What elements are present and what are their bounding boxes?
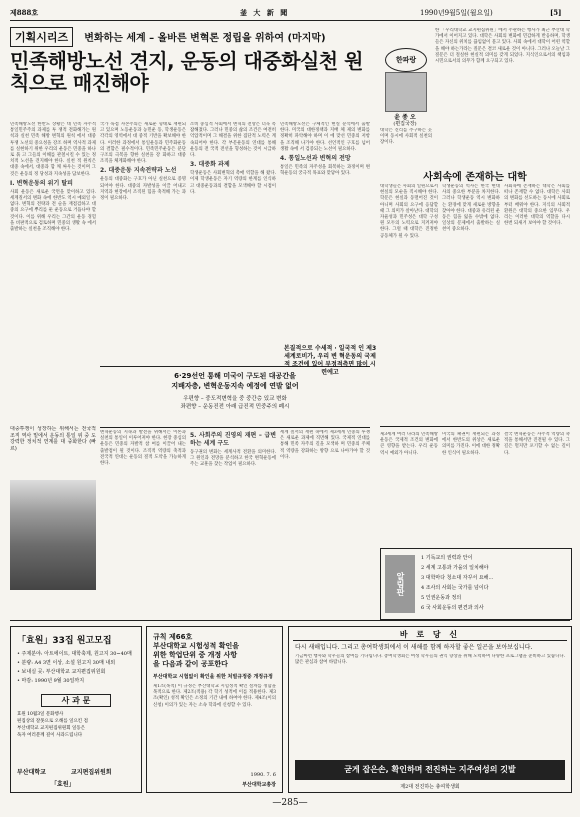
- notice-title: 사 과 문: [41, 694, 111, 707]
- article-col-3: 소비 중심적 사회에서 변혁의 전망은 더욱 복잡해졌다. 그러나 민중의 삶의 조건은 여전히 억압적이며 그 해결을 위한 집단적 노력은 계속되어야 한다. 각 부문운동의 연대를 통해 운동의 전 국적 전선을 형성하는 것이 시급하다. 3. 대중화 과제 학생운동은 사회변혁의 촉매 역할을 해 왔다. 이제 학생운동은 자기 역량의 한계를 인식하고 대중운동과의 결합을 모색해야 할 시점이다.: [190, 122, 276, 195]
- ad-title: 바 로 당 신: [293, 629, 567, 641]
- contents-item: 6 국 사회운동의 편견과 의사: [421, 605, 484, 611]
- photo-caption: 대중투쟁이 성장하는 위해서는 전국적 조직 역사 밑에서 운동의 통일 위 중 도 강력한 정치적 연계를 대 중화한다 (빠르): [10, 426, 96, 452]
- ad-banner-sub: 제2대 전진하는 총여학생회: [400, 784, 460, 790]
- paper-name: 釜 大 新 聞: [240, 8, 290, 17]
- series-box: 기획시리즈: [10, 27, 73, 47]
- analysis-block: [380, 432, 570, 542]
- contents-item: 3 대학마다 청소대 자꾸서 요해...: [421, 575, 494, 581]
- essay-col-2: 학생운동의 역사는 한국 현대사의 중요한 부분을 차지한다. 그러나 학생운동 역시 변화하는 환경에 맞게 새로운 방향을 찾아야 한다. 대중과 유리된 운동은 힘을 잃을 수밖에 없다. 일상의 문제에서 출발하는 실천이 중요하다.: [442, 184, 500, 233]
- notice-line: 부산대학교 교지편집위원회 일동은: [17, 726, 86, 731]
- author-photo: [385, 72, 427, 112]
- contents-item: 2 세계 고통과 가을의 일치해야: [421, 565, 489, 571]
- rules-line: 을 다음과 같이 공포한다: [153, 660, 228, 668]
- rules-box: [146, 626, 283, 793]
- rules-line: 부산대학교 시험성적 확인을: [153, 642, 240, 650]
- analysis-col-2: 미국의 패권이 재편되는 과정에서 한반도의 위상은 새로운 의미를 가진다. 이에 대한 정확한 인식이 필요하다.: [442, 432, 500, 456]
- essay-author: 윤 종 오: [394, 114, 416, 121]
- rules-body: 제1조(목적) 이 규정은 부산대학교 시험성적 확인 절차를 정함을 목적으로 한다. 제2조(적용) 각 학기 성적에 이를 적용한다. 제3조(확인) 성적 확인은 소정의 기간 내에 하여야 한다. 제4조(이의신청) 이의가 있는 자는 소속 학과에 신청할 수 있다.: [153, 684, 276, 708]
- page-footer: —285—: [272, 798, 308, 808]
- contest-item: • 주제분야: 아트에이트, 대학축제, 원고지 30~40매: [17, 651, 132, 657]
- masthead-rule: [10, 20, 570, 21]
- contents-box: [380, 548, 572, 620]
- rules-line: 위한 학업단위 중 개정 사항: [153, 651, 238, 659]
- essay-col-3: 사회속에 존재하는 대학은 사회를 떠나 존재할 수 없다. 대학은 사회의 변화를 선도하는 동시에 사회로부터 배워야 한다. 지식의 사회적 환원은 대학의 중요한 임무다. 우리는 이러한 대학의 역할을 다시 한번 되새겨 보아야 할 것이다.: [504, 184, 570, 227]
- analysis-col-3: 결국 변혁운동은 자주적 역량의 축적을 통해서만 진전될 수 있다. 그 길은 멀지만 포기할 수 없는 길이다.: [504, 432, 570, 456]
- contents-list: [421, 553, 567, 613]
- article-col-6: 5. 사회주의 진영의 재편 – 급변하는 세계 구도 동구권의 변화는 세계사적 전환을 의미한다. 그 원인과 전망을 분석하고 한국 변혁운동에 주는 교훈을 찾는 작업이 필요하다.: [190, 432, 276, 468]
- essay-role: (편집국장): [393, 121, 417, 127]
- contents-item: 1 기독교의 권력과 안이: [421, 555, 473, 561]
- article-col-2: 국가 독점 자본주의는 새로운 형태로 재편되고 있으며 노동운동과 농민운 동, 학생운동은 각각의 영역에서 대 중적 기반을 확보해야 한다. 이러한 과정에서 통일운동과 민주화운동의 결합은 필수적이다. 민족민주운동은 분단 구조의 극복을 향한 실천을 강 화하고 대중 조직을 체계화해야 한다. 2. 대중운동 지속전략과 노선 운동의 대중화는 구호가 아닌 실천으로 증명되어야 한다. 대중의 자발성을 이끌 어내고 지역과 현장에서 조직된 힘을 축적해 가는 과정이 필요하다.: [100, 122, 186, 202]
- contest-item: • 분량: A4 3면 이상, 소설 원고지 30매 내외: [17, 660, 116, 666]
- rules-sign: 부산대학교총장: [242, 782, 276, 788]
- pull-quote-line-4: 좌편향 – 운동진전 아래 급진적 민중주의 폐시: [180, 404, 290, 410]
- spacer-4: [280, 426, 374, 472]
- contest-bracket: 「효원」: [51, 781, 75, 788]
- pull-quote-line-1: 6·29선언 통해 미국이 구도된 대공간을: [174, 372, 296, 380]
- article-subhead-4: 4. 통일노선과 변혁의 전망: [280, 155, 351, 163]
- article-subhead-5: 5. 사회주의 진영의 재편 – 급변하는 세계 구도: [190, 432, 276, 447]
- pull-quote-line-3: 우편향 – 중도적변혁을 중 중간층 있교 변화: [183, 396, 287, 402]
- pull-quote-line-2: 지배자층, 변혁운동지속 예정에 연발 없어: [171, 382, 299, 390]
- headline: 민족해방노선 견지, 운동의 대중화실천 원칙으로 매진해야: [10, 49, 363, 95]
- essay-title: 사회속에 존재하는 대학: [423, 172, 527, 183]
- notice-line: 효원 10월3일 문화행사: [17, 712, 64, 717]
- essay-col-1: 대학생들은 사회의 일원으로서 현실의 모순을 직시해야 한다. 학문은 현실과 동떨어진 것이 아니며 사회의 요구에 응답할 때 그 의미가 살아난다. 대학의 자율성과 민주성은 대학 구성원 모두의 노력으로 지켜져야 한다. 그럴 때 대학은 진정한 공동체가 될 수 있다.: [380, 184, 438, 239]
- analysis-title: 본질적으로 수세적 · 일국적 인 제3세계로비가, 우리 변 혁운동의 국제적 조건에 있어 부정적측면 많이 시련에고: [283, 345, 377, 376]
- issue-number: 제888호: [10, 8, 39, 17]
- article-col-5: 변혁운동의 지속과 발전을 위해서는 이론과 실천의 통일이 이루어져야 한다. 현장 중심의 운동은 민중의 자발적 참 여를 이끌어 내는 출발점이 될 것이다. 조직적 역량의 축적과 전국적 연대는 운동의 질적 도약을 가능하게 한다.: [100, 430, 186, 467]
- bottom-divider: [10, 620, 570, 621]
- series-title: 변화하는 세계 – 올바른 변혁론 정립을 위하여 (마지막): [84, 33, 326, 44]
- contest-item: • 마감: 1990년 9월 30일까지: [17, 678, 85, 684]
- rules-line: 규칙 제66호: [153, 633, 193, 641]
- analysis-col-1: 제3세계 여러 나라의 민족해방운동은 국제적 조건의 변화에 큰 영향을 받는다. 우리 운동 역시 예외가 아니다.: [380, 432, 438, 456]
- contents-item: 5 인권운동과 정의: [421, 595, 462, 601]
- masthead-row: [10, 6, 570, 21]
- article-col-4: 민족해방노선은 구체적인 현실 분석에서 출발한다. 미국의 대한정책과 지배 체 제의 변화를 정확히 파악해야 하며 이 에 맞선 민중의 저항을 조직해 나가야 한다. 선언적인 구호를 넘어 생활 속에 서 검증되는 노선이 필요하다. 4. 통일노선과 변혁의 전망 통일은 민족의 자주성을 회복하는 과정이며 변혁운동의 궁극적 목표와 맞닿아 있다.: [280, 122, 370, 177]
- contest-title: 「효원」33집 원고모집: [17, 636, 112, 646]
- ad-banner: 굳게 잡은손, 확인하며 전진하는 지주여성의 깃발: [295, 760, 565, 780]
- contents-tag: 알림판: [385, 555, 415, 613]
- contest-committee: 교지편집위원회: [71, 769, 112, 776]
- essay-tag: 한파랑: [385, 48, 427, 72]
- essay-text-side: 대학은 진리를 추구하는 곳이며 동시에 사회적 실천의 장이다.: [380, 128, 432, 146]
- contest-box: [10, 626, 142, 793]
- rules-sub: 부산대학교 시험없이 확인을 위한 처벌규정중 개정규정: [153, 674, 273, 680]
- protest-photo: [10, 480, 96, 590]
- contest-item: • 보내실 곳: 부산대학교 교지편집위원회: [17, 669, 106, 675]
- notice-line: 편집상의 잘못으로 오해를 일으킨 점: [17, 719, 88, 724]
- contents-item: 4 조사의 사회는 국가를 넘이다: [421, 585, 489, 591]
- ad-body: 다시 새해입니다. 그리고 총여학생회에서 이 새해를 함께 하자할 좋은 일곤을 보아보십니다.: [295, 644, 533, 651]
- article-subhead-2: 2. 대중운동 지속전략과 노선: [100, 167, 177, 175]
- article-subhead-1: Ⅰ. 변혁운동의 위기 탈피: [10, 179, 73, 187]
- notice-line: 독자 여러분께 깊이 사과드립니다: [17, 733, 83, 738]
- contest-items: [17, 650, 135, 686]
- contest-school: 부산대학교: [17, 769, 46, 776]
- rules-header: [153, 633, 276, 669]
- article-subhead-3: 3. 대중화 과제: [190, 161, 230, 169]
- page-number: [5]: [550, 8, 562, 17]
- notice-lines: [17, 711, 135, 739]
- ad-columns: 기금마련 행사와 학우들의 참여를 기다립니다. 총여학생회는 여성 학우들의 권익 향상을 위해 노력하며 다양한 프로그램을 준비하고 있습니다. 많은 관심과 참여 바랍니다.: [295, 654, 565, 666]
- issue-date: 1990년9월5일(월요일): [420, 9, 493, 17]
- article-col-1: 민족해방노선 한반도 상황은 대 민족 자주적 통일민주주의 과제를 투 쟁적 전화해가는 원칙과 실천 민족 해방 변혁의 원칙 에서 대중투쟁 노선의 중요성을 강조 하며 역사적 과제를 실현하기 위한 우리의 운동은 민중을 하나로 묶 고 그들의 이해를 관철시킬 수 있는 정치적 노선을 견지해야 한다. 실천 적 원칙은 대중 속에서, 대중과 함 께 싸우는 것이며 그것은 운동의 정 당성과 지속성을 담보한다. Ⅰ. 변혁운동의 위기 탈피 사회 운동은 새로운 국면을 맞이하고 있다. 세계질서의 변화 속에 한반도 역시 예외일 수 없다. 변혁의 전략과 전 술을 재점검하고 대중의 요구에 뿌리를 둔 운동으로 거듭나야 할 것이다. 이를 위해 우리는 그간의 운동 경험을 비판적으로 검토하며 민중의 생활 속 에서 출발하는 실천을 조직해야 한다.: [10, 122, 96, 233]
- article-col-7: 세계 질서의 재편 속에서 제3세계 민중의 투쟁은 새로운 과제에 직면해 있다. 국제적 연대를 통해 민족 자주의 길을 모색하 며 민중의 주체적 역량을 강화하는 방향 으로 나아가야 할 것이다.: [280, 430, 370, 460]
- essay-text-top: 한 「우리대학교 교지편집위원」에서 주관하는 행사가 최근 부산대 학가에서 이어지고 있다. 대학은 사회의 변화에 민감하게 반응하며, 학생들은 자신의 위치를 끊임없이 묻고 있다. 사회 속에서 대학이 어떤 역할을 해야 하는가라는 질문은 결코 새로운 것이 아니다. 그러나 오늘날 그 질문은 더 절실한 현실적 의미를 갖게 되었다. 지식인으로서의 책임과 시민으로서의 의무가 함께 요구되고 있다.: [435, 28, 570, 65]
- essay-divider: [380, 426, 570, 427]
- ad-box: [288, 626, 572, 793]
- rules-date: 1990. 7. 6: [250, 772, 276, 778]
